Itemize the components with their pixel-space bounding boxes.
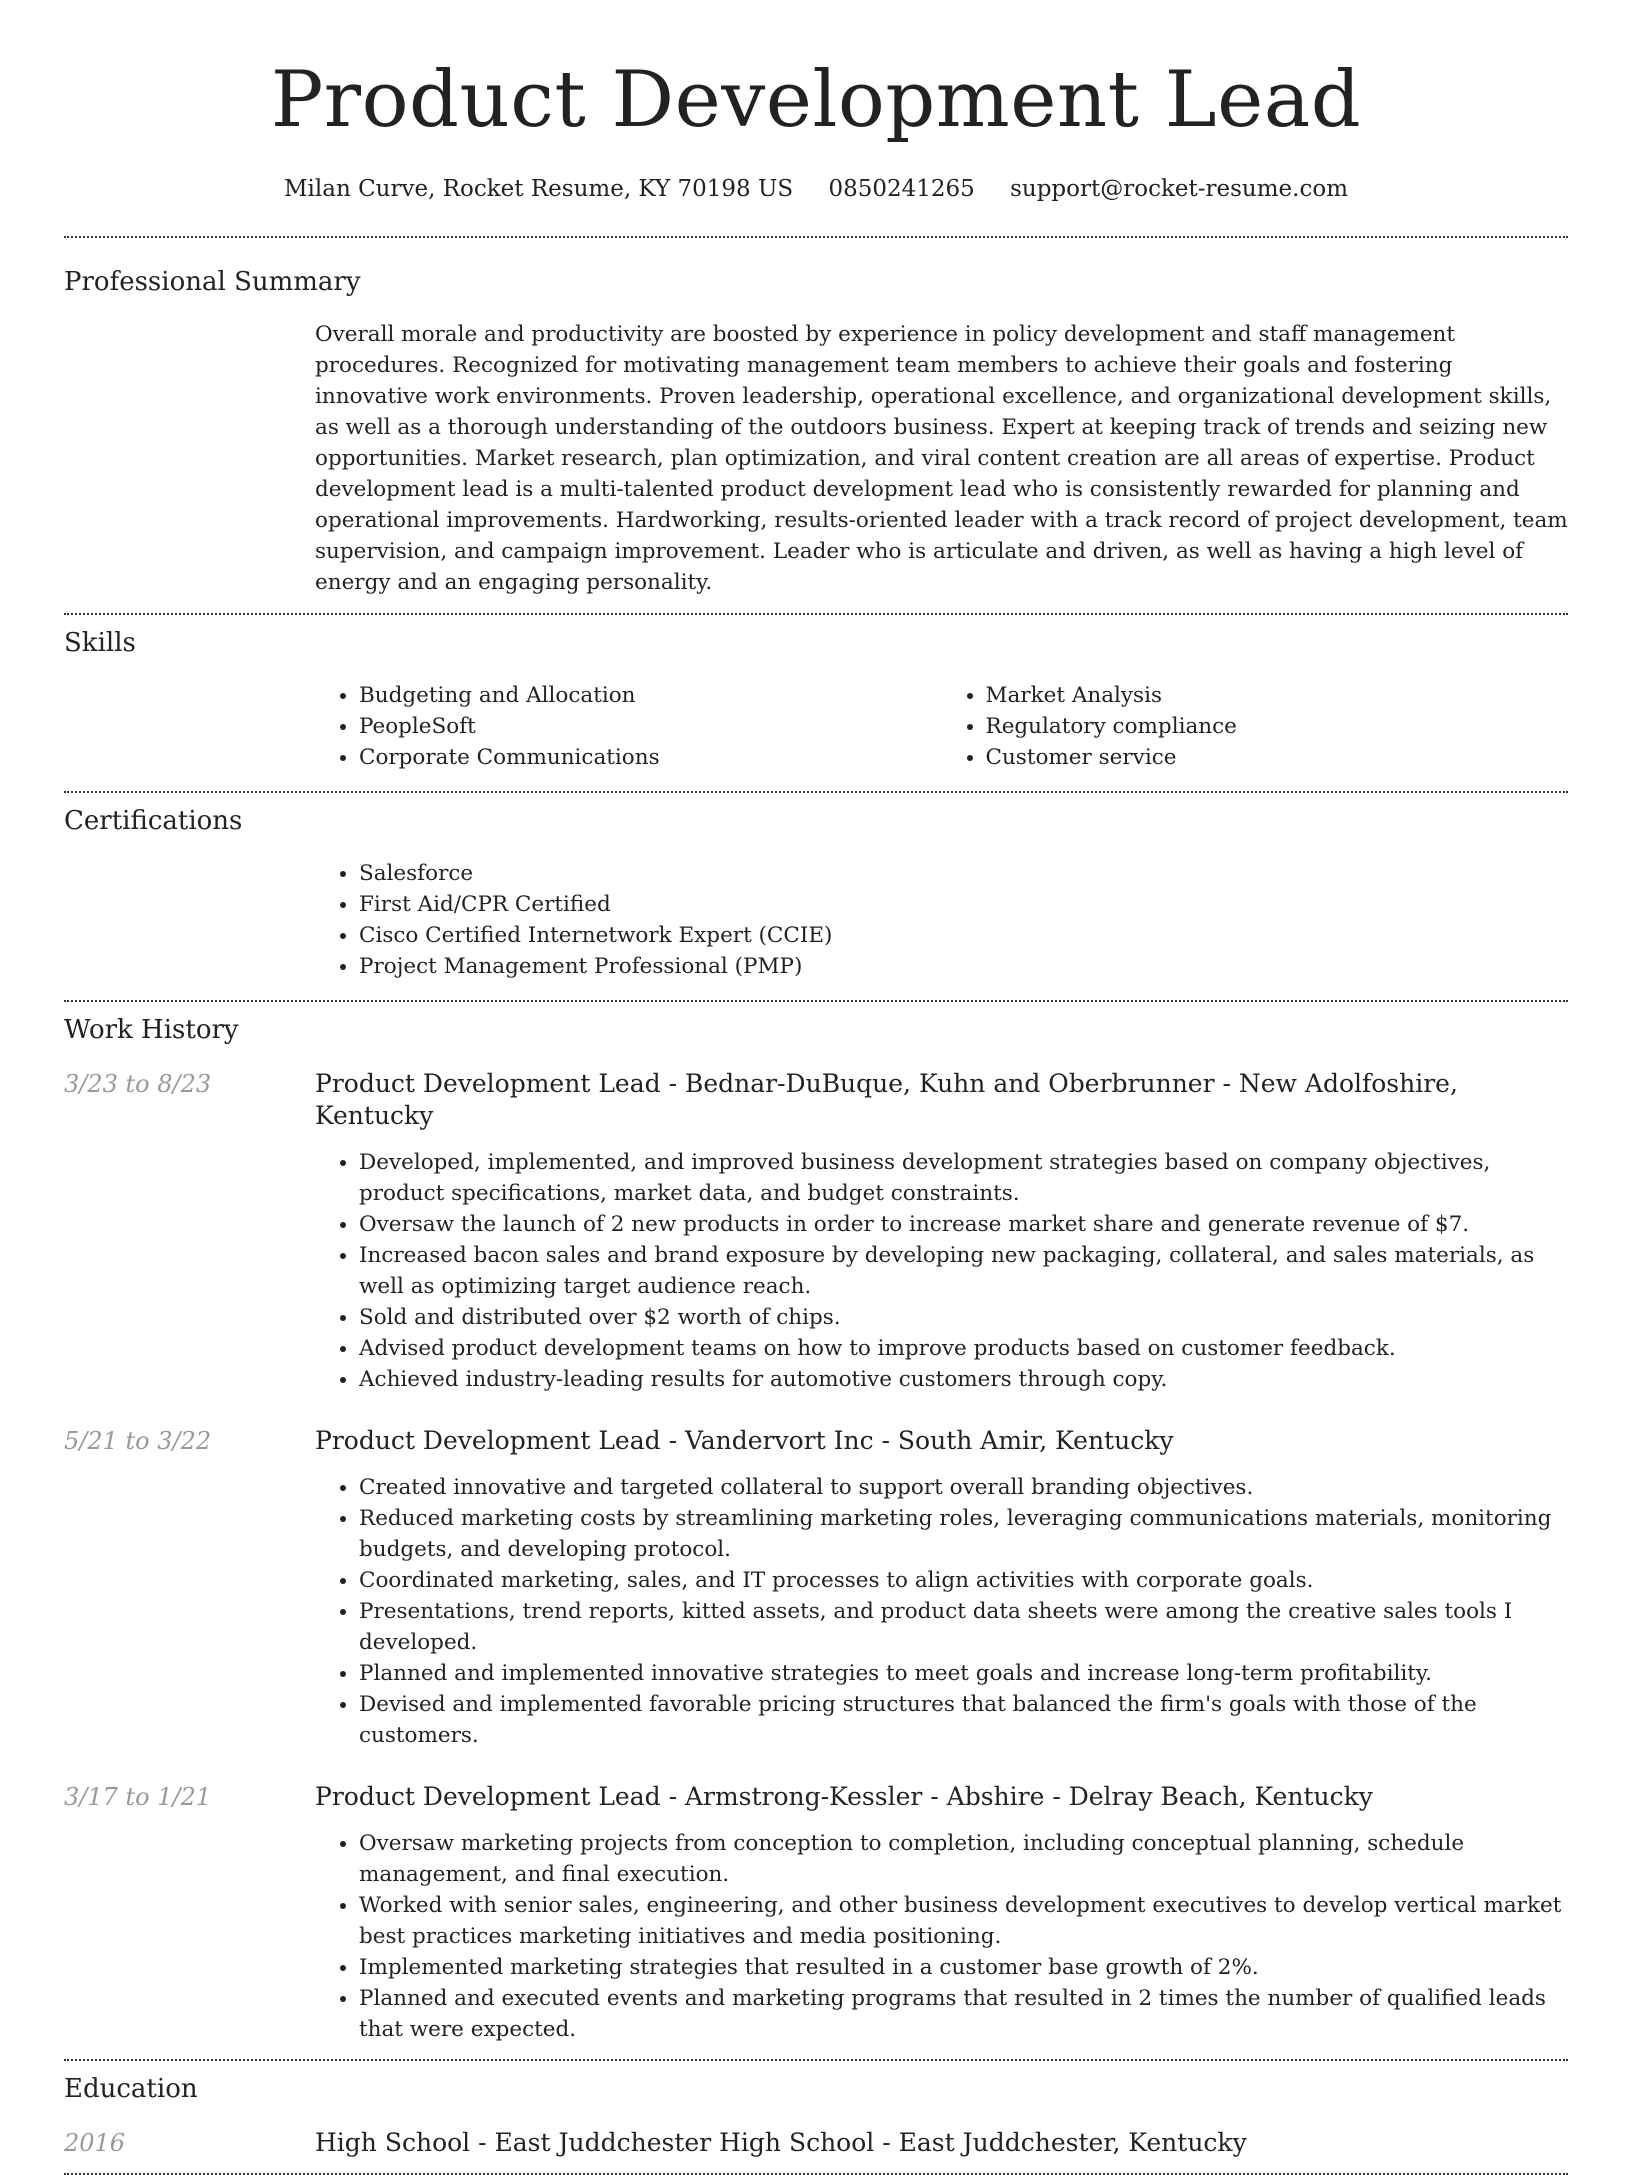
certifications-body (315, 858, 1568, 982)
list-item: • Budgeting and Allocation (359, 680, 942, 711)
skills-list-right (942, 680, 1569, 773)
summary-body (315, 319, 1568, 598)
list-item: • Worked with senior sales, engineering, and other business development executives to develop vertical market best practices marketing initiatives and media positioning. (359, 1890, 1568, 1952)
certifications-list (315, 858, 1568, 982)
list-item: • Coordinated marketing, sales, and IT processes to align activities with corporate goals. (359, 1565, 1568, 1596)
section-title-education: Education (64, 2074, 198, 2104)
list-item: • PeopleSoft (359, 711, 942, 742)
list-item: • Achieved industry-leading results for automotive customers through copy. (359, 1364, 1568, 1395)
list-item: • Planned and executed events and marketing programs that resulted in 2 times the number of qualified leads that were expected. (359, 1983, 1568, 2045)
list-item: • Market Analysis (986, 680, 1569, 711)
candidate-title: Product Development Lead (270, 55, 1362, 145)
list-item: • Oversaw the launch of 2 new products in order to increase market share and generate revenue of $7. (359, 1209, 1568, 1240)
skills-list-left (315, 680, 942, 773)
section-title-summary: Professional Summary (64, 267, 361, 297)
education-title: High School - East Juddchester High School - East Juddchester, Kentucky (315, 2128, 1247, 2157)
section-title-skills: Skills (64, 628, 136, 658)
list-item: • Salesforce (359, 858, 1568, 889)
job-bullets (315, 1472, 1568, 1751)
contact-line (64, 174, 1568, 204)
list-item: • Reduced marketing costs by streamlining marketing roles, leveraging communications materials, monitoring budgets, and developing protocol. (359, 1503, 1568, 1565)
list-item: • Advised product development teams on how to improve products based on customer feedback. (359, 1333, 1568, 1364)
job-bullets (315, 1828, 1568, 2045)
summary-text: Overall morale and productivity are boosted by experience in policy development and staff management procedures. Recognized for motivating management team members to achieve their goals and fostering innovative work environments. Proven leadership, operational excellence, and organizational development skills, as well as a thorough understanding of the outdoors business. Expert at keeping track of trends and seizing new opportunities. Market research, plan optimization, and viral content creation are all areas of expertise. Product development lead is a multi-talented product development lead who is consistently rewarded for planning and operational improvements. Hardworking, results-oriented leader with a track record of project development, team supervision, and campaign improvement. Leader who is articulate and driven, as well as having a high level of energy and an engaging personality. (315, 322, 1568, 595)
list-item: • Devised and implemented favorable pricing structures that balanced the firm's goals with those of the customers. (359, 1689, 1568, 1751)
contact-email: support@rocket-resume.com (1010, 176, 1349, 202)
list-item: • Increased bacon sales and brand exposure by developing new packaging, collateral, and sales materials, as well as optimizing target audience reach. (359, 1240, 1568, 1302)
job-header (64, 1425, 1568, 1457)
work-section (64, 1002, 1568, 2045)
job-entry (64, 1781, 1568, 2045)
list-item: • First Aid/CPR Certified (359, 889, 1568, 920)
summary-section (64, 238, 1568, 598)
contact-address: Milan Curve, Rocket Resume, KY 70198 US (283, 176, 794, 202)
job-dates: 3/23 to 8/23 (64, 1070, 212, 1098)
list-item: • Corporate Communications (359, 742, 942, 773)
job-dates: 5/21 to 3/22 (64, 1427, 212, 1455)
job-title: Product Development Lead - Bednar-DuBuque, Kuhn and Oberbrunner - New Adolfoshire, Kentucky (315, 1069, 1458, 1130)
list-item: • Oversaw marketing projects from conception to completion, including conceptual planning, schedule management, and final execution. (359, 1828, 1568, 1890)
education-year: 2016 (64, 2129, 126, 2157)
list-item: • Customer service (986, 742, 1569, 773)
section-title-work: Work History (64, 1015, 239, 1045)
job-entry (64, 1425, 1568, 1751)
list-item: • Sold and distributed over $2 worth of chips. (359, 1302, 1568, 1333)
list-item: • Cisco Certified Internetwork Expert (CCIE) (359, 920, 1568, 951)
list-item: • Planned and implemented innovative strategies to meet goals and increase long-term profitability. (359, 1658, 1568, 1689)
education-section (64, 2061, 1568, 2159)
certifications-section (64, 793, 1568, 982)
contact-phone: 0850241265 (828, 176, 975, 202)
section-title-certifications: Certifications (64, 806, 243, 836)
skills-grid (315, 680, 1568, 773)
resume-header (64, 0, 1568, 204)
list-item: • Presentations, trend reports, kitted assets, and product data sheets were among the creative sales tools I developed. (359, 1596, 1568, 1658)
list-item: • Developed, implemented, and improved business development strategies based on company objectives, product specifications, market data, and budget constraints. (359, 1147, 1568, 1209)
job-bullets (315, 1147, 1568, 1395)
list-item: • Implemented marketing strategies that resulted in a customer base growth of 2%. (359, 1952, 1568, 1983)
skills-section (64, 615, 1568, 773)
education-entry (64, 2127, 1568, 2159)
job-title: Product Development Lead - Vandervort Inc - South Amir, Kentucky (315, 1426, 1174, 1455)
job-header (64, 1781, 1568, 1813)
job-header (64, 1068, 1568, 1132)
job-dates: 3/17 to 1/21 (64, 1783, 212, 1811)
list-item: • Regulatory compliance (986, 711, 1569, 742)
job-entry (64, 1068, 1568, 1395)
job-title: Product Development Lead - Armstrong-Kessler - Abshire - Delray Beach, Kentucky (315, 1782, 1373, 1811)
list-item: • Project Management Professional (PMP) (359, 951, 1568, 982)
list-item: • Created innovative and targeted collateral to support overall branding objectives. (359, 1472, 1568, 1503)
